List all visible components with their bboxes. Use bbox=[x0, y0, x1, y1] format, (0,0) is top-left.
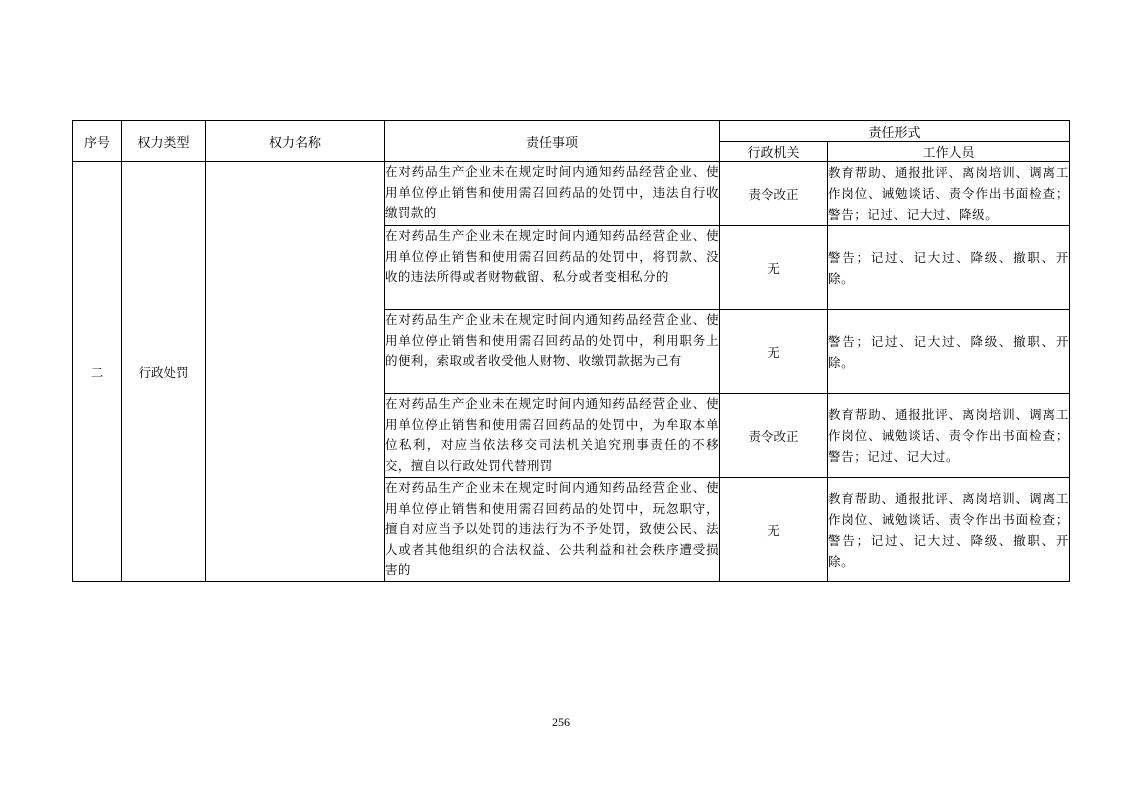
cell-staff: 教育帮助、通报批评、离岗培训、调离工作岗位、诫勉谈话、责令作出书面检查；警告；记过、记大过、降级、撤职、开除。 bbox=[828, 478, 1070, 582]
cell-agency: 无 bbox=[720, 226, 828, 310]
header-staff: 工作人员 bbox=[828, 142, 1070, 162]
header-agency: 行政机关 bbox=[720, 142, 828, 162]
cell-responsibility: 在对药品生产企业未在规定时间内通知药品经营企业、使用单位停止销售和使用需召回药品的处罚中，将罚款、没收的违法所得或者财物截留、私分或者变相私分的 bbox=[385, 226, 720, 310]
cell-staff: 警告；记过、记大过、降级、撤职、开除。 bbox=[828, 226, 1070, 310]
cell-staff: 教育帮助、通报批评、离岗培训、调离工作岗位、诫勉谈话、责令作出书面检查；警告；记过、记大过。 bbox=[828, 394, 1070, 478]
cell-power-type: 行政处罚 bbox=[122, 162, 206, 582]
table-row bbox=[73, 162, 1070, 226]
header-responsibility-form: 责任形式 bbox=[720, 121, 1070, 142]
cell-responsibility: 在对药品生产企业未在规定时间内通知药品经营企业、使用单位停止销售和使用需召回药品的处罚中，违法自行收缴罚款的 bbox=[385, 162, 720, 226]
header-power-type: 权力类型 bbox=[122, 121, 206, 162]
header-responsibility: 责任事项 bbox=[385, 121, 720, 162]
cell-power-name bbox=[206, 162, 385, 582]
header-seq: 序号 bbox=[73, 121, 122, 162]
cell-agency: 无 bbox=[720, 478, 828, 582]
cell-staff: 教育帮助、通报批评、离岗培训、调离工作岗位、诫勉谈话、责令作出书面检查；警告；记过、记大过、降级。 bbox=[828, 162, 1070, 226]
table-header bbox=[73, 121, 1070, 162]
header-power-name: 权力名称 bbox=[206, 121, 385, 162]
cell-responsibility: 在对药品生产企业未在规定时间内通知药品经营企业、使用单位停止销售和使用需召回药品的处罚中，玩忽职守，擅自对应当予以处罚的违法行为不予处罚，致使公民、法人或者其他组织的合法权益、公共利益和社会秩序遭受损害的 bbox=[385, 478, 720, 582]
cell-staff: 警告；记过、记大过、降级、撤职、开除。 bbox=[828, 310, 1070, 394]
cell-responsibility: 在对药品生产企业未在规定时间内通知药品经营企业、使用单位停止销售和使用需召回药品的处罚中，利用职务上的便利，索取或者收受他人财物、收缴罚款据为己有 bbox=[385, 310, 720, 394]
responsibility-table bbox=[72, 120, 1070, 582]
cell-seq: 二 bbox=[73, 162, 122, 582]
cell-agency: 责令改正 bbox=[720, 394, 828, 478]
cell-agency: 责令改正 bbox=[720, 162, 828, 226]
page-number: 256 bbox=[552, 715, 570, 729]
cell-agency: 无 bbox=[720, 310, 828, 394]
table-body bbox=[73, 162, 1070, 582]
cell-responsibility: 在对药品生产企业未在规定时间内通知药品经营企业、使用单位停止销售和使用需召回药品的处罚中，为牟取本单位私利，对应当依法移交司法机关追究刑事责任的不移交，擅自以行政处罚代替刑罚 bbox=[385, 394, 720, 478]
